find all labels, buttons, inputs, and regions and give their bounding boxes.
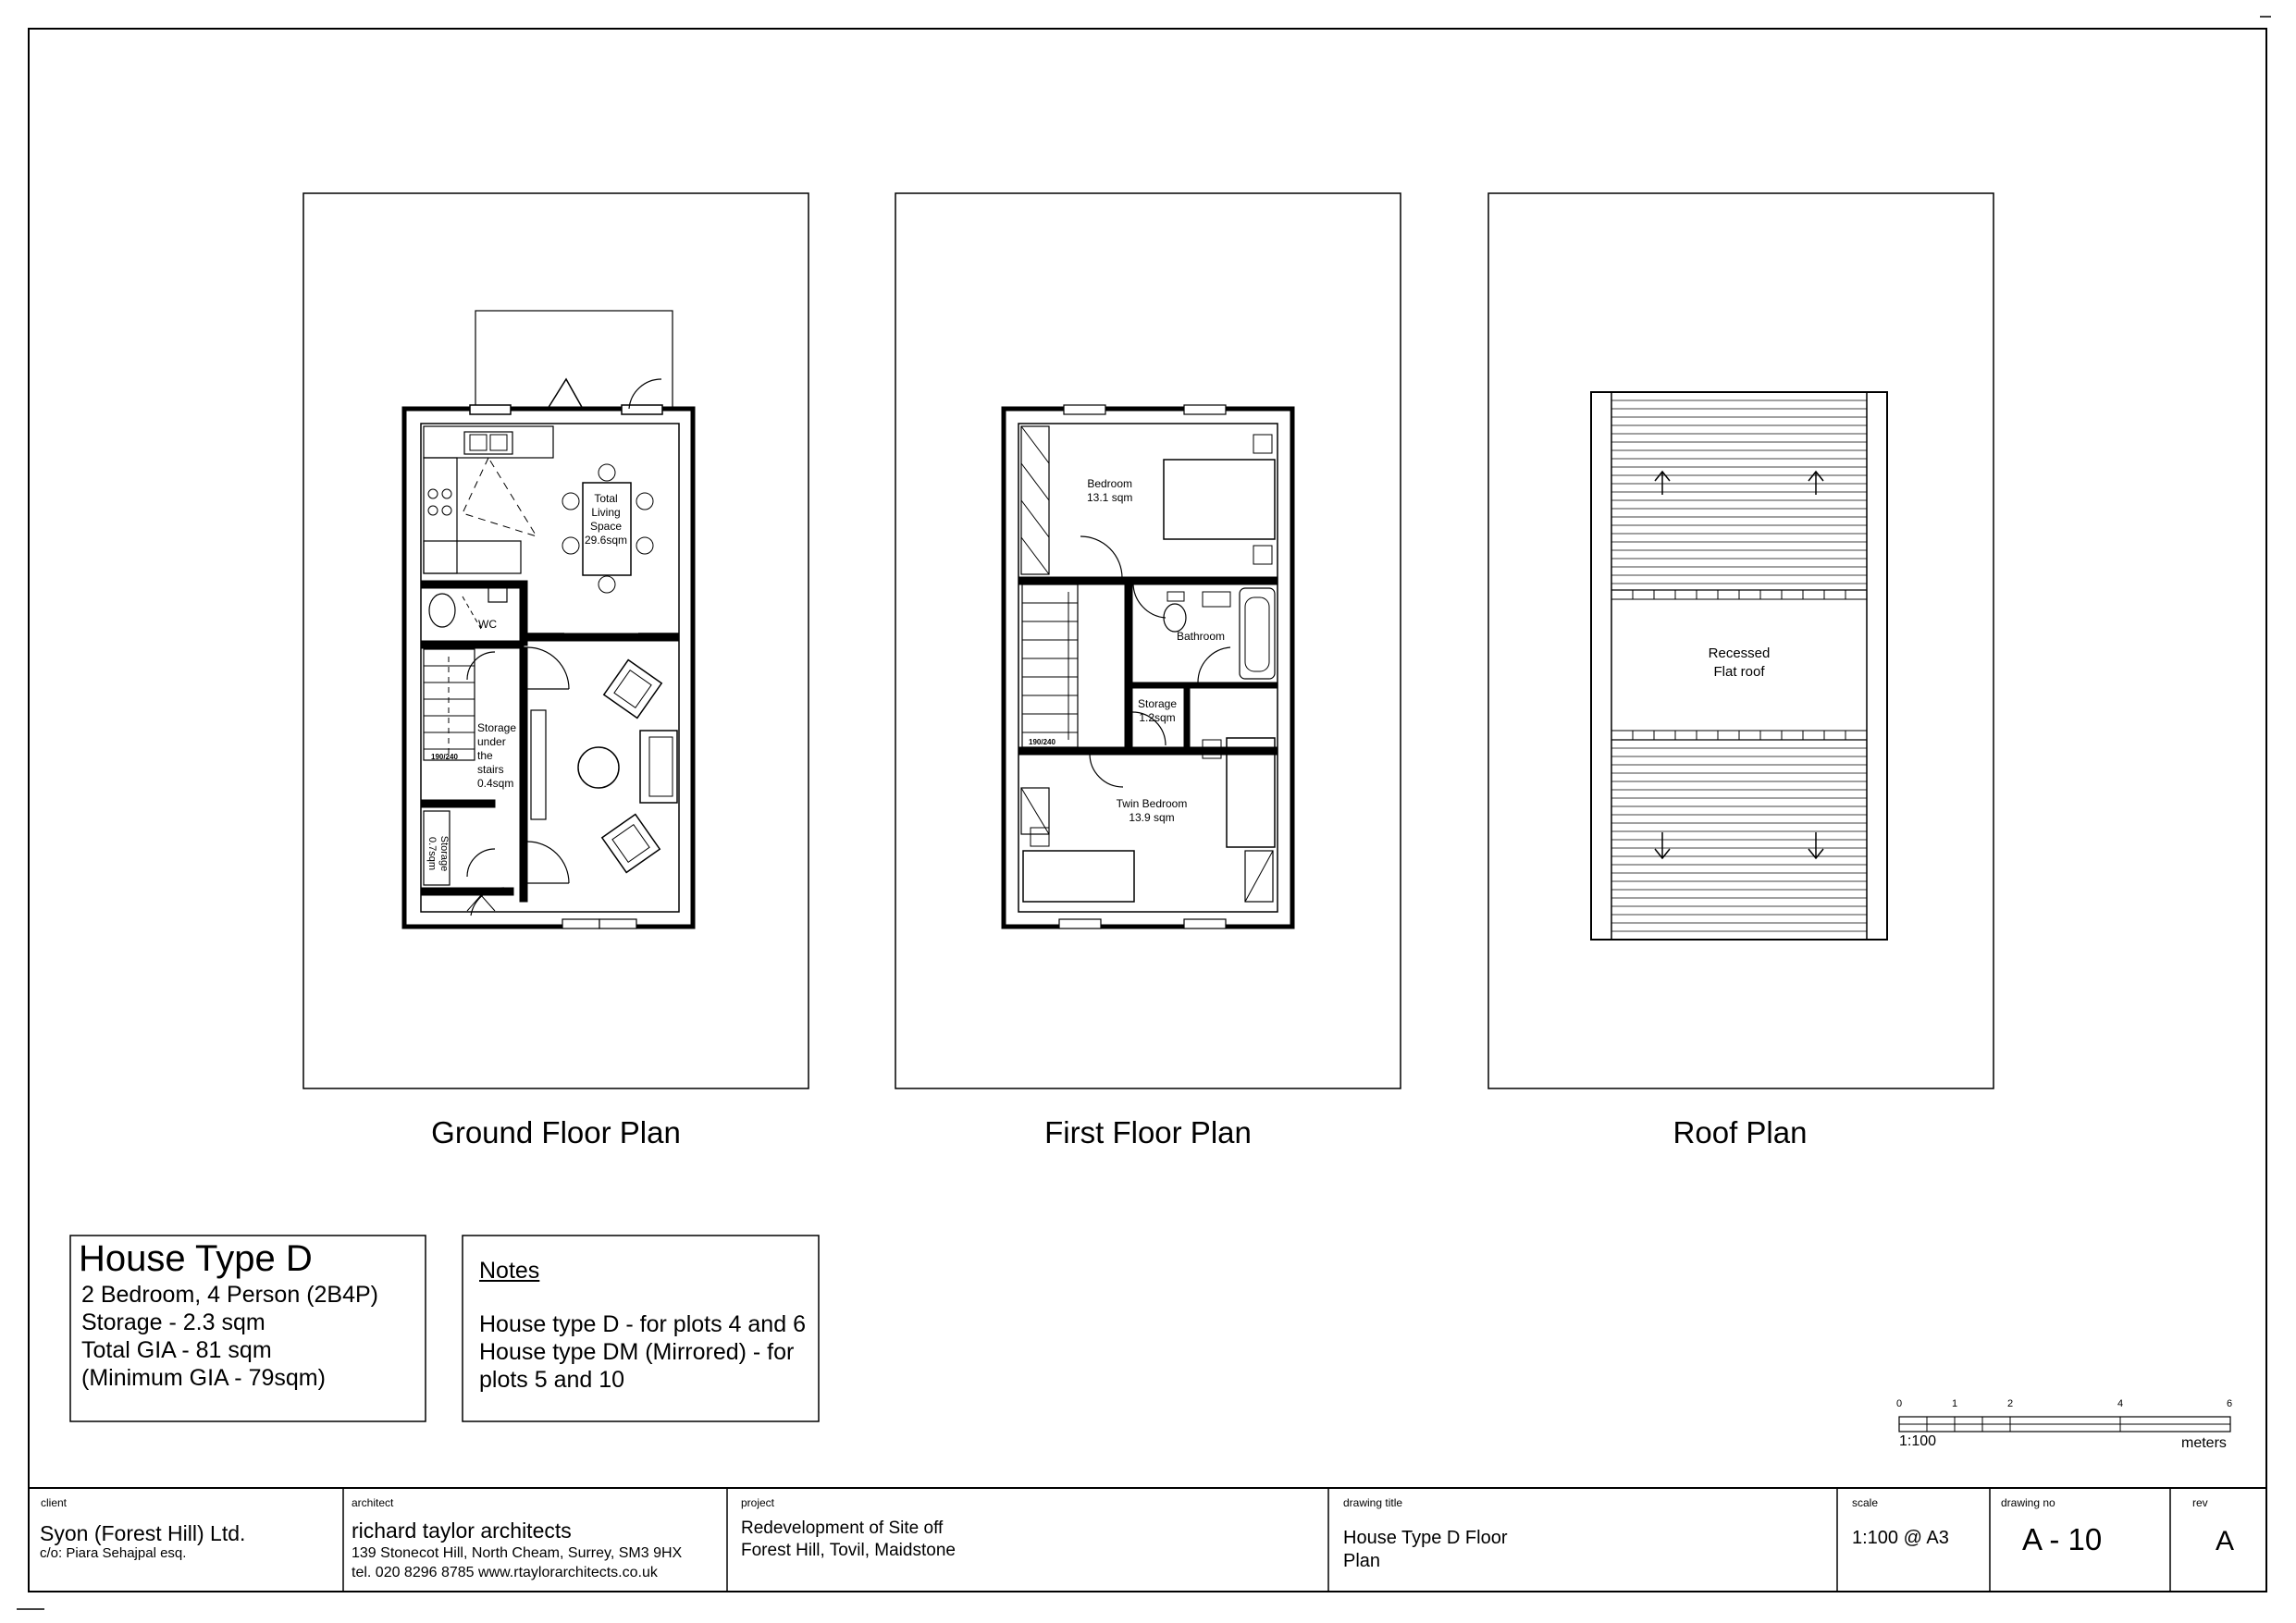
- project-line: Redevelopment of Site off: [741, 1518, 944, 1538]
- parapet-block: [1718, 731, 1739, 740]
- slope-arrow-down-icon: [1808, 832, 1823, 858]
- architect-address: 139 Stonecot Hill, North Cheam, Surrey, SM3 9HX: [352, 1545, 683, 1561]
- drawing-title-line: House Type D Floor: [1343, 1528, 1508, 1548]
- project-caption: project: [741, 1496, 775, 1509]
- project-text: [741, 1518, 956, 1562]
- room-label: Flat roof: [1713, 664, 1765, 680]
- parapet-block: [1803, 731, 1824, 740]
- parapet-block: [1824, 590, 1845, 599]
- architect-caption: architect: [352, 1496, 394, 1509]
- room-label: 0.7sqm: [426, 836, 438, 871]
- house-type-line: Storage - 2.3 sqm: [81, 1309, 265, 1335]
- notes-line: House type D - for plots 4 and 6: [479, 1311, 806, 1337]
- room-label: stairs: [477, 763, 504, 776]
- room-label: Living: [591, 506, 621, 519]
- architect-name: richard taylor architects: [352, 1518, 572, 1543]
- scale-tick-4: 4: [2117, 1398, 2124, 1409]
- roof-slope-bottom: [1611, 748, 1867, 931]
- room-label: under: [477, 735, 506, 748]
- architect-contact: tel. 020 8296 8785 www.rtaylorarchitects.co.uk: [352, 1565, 658, 1580]
- room-label: 13.1 sqm: [1087, 491, 1133, 504]
- scale-tick-1: 1: [1952, 1398, 1958, 1409]
- drawing-no-caption: drawing no: [2001, 1496, 2055, 1509]
- parapet-block: [1739, 590, 1760, 599]
- parapet-block: [1697, 590, 1718, 599]
- parapet-block: [1718, 590, 1739, 599]
- ground-stair-storage-label: [477, 721, 516, 791]
- house-type-block: [79, 1236, 378, 1392]
- ground-stair-tag: 190/240: [431, 753, 458, 761]
- parapet-block: [1675, 731, 1697, 740]
- rev-caption: rev: [2192, 1496, 2208, 1509]
- first-floor-plan: [1004, 405, 1292, 928]
- first-floor-title: First Floor Plan: [1044, 1115, 1252, 1150]
- parapet-block: [1654, 731, 1675, 740]
- notes-block: [479, 1258, 806, 1394]
- house-type-line: (Minimum GIA - 79sqm): [81, 1365, 326, 1391]
- notes-heading: Notes: [479, 1258, 540, 1284]
- project-line: Forest Hill, Tovil, Maidstone: [741, 1541, 956, 1560]
- parapet-block: [1845, 590, 1867, 599]
- parapet-block: [1782, 731, 1803, 740]
- parapet-block: [1760, 731, 1782, 740]
- first-storage-label: [1138, 697, 1177, 725]
- parapet-block: [1803, 590, 1824, 599]
- room-label: Total: [594, 492, 618, 505]
- house-type-line: 2 Bedroom, 4 Person (2B4P): [81, 1282, 378, 1308]
- roof-panel: [1488, 193, 1994, 1088]
- notes-line: House type DM (Mirrored) - for: [479, 1339, 795, 1365]
- roof-plan-title: Roof Plan: [1673, 1115, 1808, 1150]
- parapet-block: [1654, 590, 1675, 599]
- ground-floor-title: Ground Floor Plan: [431, 1115, 681, 1150]
- scale-bar: [1899, 1417, 2230, 1432]
- parapet-block: [1611, 590, 1633, 599]
- room-label: Bedroom: [1087, 477, 1133, 490]
- parapet-block: [1697, 731, 1718, 740]
- first-bathroom-label: Bathroom: [1177, 630, 1226, 643]
- scale-caption: scale: [1852, 1496, 1879, 1509]
- slope-arrow-down-icon: [1655, 832, 1670, 858]
- parapet-block: [1633, 590, 1654, 599]
- ground-living-label: [574, 492, 638, 547]
- parapet-block: [1845, 731, 1867, 740]
- room-label: Twin Bedroom: [1116, 797, 1188, 810]
- ground-storage-label: [426, 821, 450, 886]
- roof-flat-label: [1693, 645, 1785, 682]
- house-type-line: Total GIA - 81 sqm: [81, 1337, 272, 1363]
- client-sub: c/o: Piara Sehajpal esq.: [40, 1545, 187, 1561]
- room-label: 13.9 sqm: [1129, 811, 1175, 824]
- first-bedroom-label: [1087, 477, 1132, 505]
- scale-tick-6: 6: [2227, 1398, 2233, 1409]
- first-twin-bedroom-label: [1110, 797, 1193, 825]
- roof-slope-top: [1611, 400, 1867, 584]
- parapet-block: [1675, 590, 1697, 599]
- notes-line: plots 5 and 10: [479, 1367, 625, 1393]
- drawing-title-caption: drawing title: [1343, 1496, 1403, 1509]
- drawing-title-line: Plan: [1343, 1551, 1381, 1571]
- parapet-block: [1824, 731, 1845, 740]
- room-label: Storage: [1138, 697, 1178, 710]
- room-label: Storage: [477, 721, 517, 734]
- room-label: the: [477, 749, 493, 762]
- drawing-title-text: [1343, 1527, 1508, 1573]
- rev-value: A: [2216, 1526, 2235, 1556]
- scale-tick-2: 2: [2007, 1398, 2014, 1409]
- parapet-block: [1739, 731, 1760, 740]
- parapet-block: [1760, 590, 1782, 599]
- scale-value: 1:100 @ A3: [1852, 1528, 1949, 1548]
- scale-unit: meters: [2181, 1435, 2227, 1451]
- client-name: Syon (Forest Hill) Ltd.: [40, 1521, 246, 1545]
- parapet-block: [1611, 731, 1633, 740]
- room-label: 29.6sqm: [584, 534, 628, 547]
- first-floor-panel: [895, 193, 1401, 1088]
- scale-tick-0: 0: [1896, 1398, 1903, 1409]
- client-caption: client: [41, 1496, 68, 1509]
- room-label: Storage: [438, 835, 450, 872]
- drawing-no-value: A - 10: [2022, 1522, 2103, 1556]
- house-type-title: House Type D: [79, 1238, 313, 1279]
- room-label: Recessed: [1708, 646, 1771, 661]
- room-label: 0.4sqm: [477, 777, 514, 790]
- first-stair-tag: 190/240: [1029, 738, 1055, 746]
- room-label: Space: [589, 520, 623, 533]
- scale-ratio: 1:100: [1899, 1433, 1937, 1449]
- ground-wc-label: WC: [478, 618, 497, 631]
- room-label: 1.2sqm: [1139, 711, 1176, 724]
- parapet-block: [1633, 731, 1654, 740]
- parapet-block: [1782, 590, 1803, 599]
